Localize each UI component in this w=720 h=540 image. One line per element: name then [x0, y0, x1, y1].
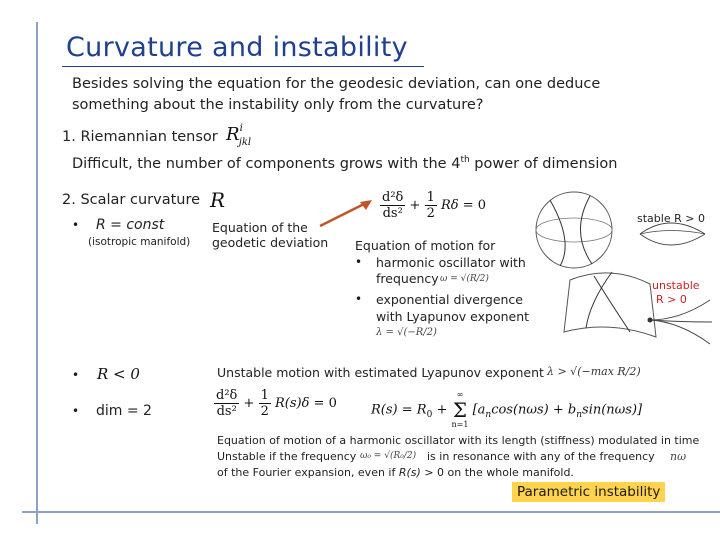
parametric-instability-badge: Parametric instability — [512, 482, 665, 502]
arrow-icon — [316, 196, 376, 230]
bullet-dot: • — [355, 255, 363, 269]
geodesic-equation: $\frac{\text{d²δ}}{\text{ds²}}$ + $\frac{1}{2}$ Rδ = 0 — [382, 190, 487, 221]
negative-curvature-text: Unstable motion with estimated Lyapunov exponent — [217, 365, 544, 380]
frame-horizontal-line — [22, 511, 720, 513]
fourier-expansion: $R(s) = R_0$ + ∞ Σ n=1 $[a_n\cos(n\omega s) + b_n\sin(n\omega s)]$ — [371, 390, 643, 429]
page-title: Curvature and instability — [66, 32, 408, 63]
r-const-label: R = const — [96, 217, 165, 233]
bullet-dot: • — [355, 292, 363, 306]
dim2-equation: $\frac{\text{d²δ}}{\text{ds²}}$ + $\frac{1}{2}$ R(s)δ = 0 — [216, 388, 337, 419]
omega-formula: ω = √(R/2) — [440, 274, 489, 284]
lyapunov-bound-formula: λ > √(−max R/2) — [547, 365, 641, 378]
negative-curvature-condition: R < 0 — [97, 365, 140, 383]
isotropic-label: (isotropic manifold) — [88, 236, 191, 248]
dim2-condition: dim = 2 — [96, 403, 152, 419]
unstable-label-line1: unstable — [652, 279, 700, 292]
item2-label: 2. Scalar curvature — [62, 192, 201, 208]
scalar-curvature-symbol: R — [210, 188, 226, 212]
motion-bullet1-line1: harmonic oscillator with — [376, 255, 526, 270]
geodesic-label-line2: geodetic deviation — [212, 235, 329, 250]
omega0-formula: ω₀ = √(R₀/2) — [360, 451, 417, 461]
stable-label: stable R > 0 — [637, 212, 705, 225]
motion-bullet2-line1: exponential divergence — [376, 292, 523, 307]
riemann-tensor-symbol: $R^i_{jkl}$ — [226, 123, 252, 148]
item1-description: Difficult, the number of components grows with the 4th power of dimension — [72, 155, 618, 172]
motion-bullet1-line2: frequency — [376, 271, 439, 286]
title-underline — [62, 66, 424, 67]
dim2-line3: of the Fourier expansion, even if R(s) > 0 on the whole manifold. — [217, 466, 574, 479]
intro-line-1: Besides solving the equation for the geodesic deviation, can one deduce — [72, 76, 601, 92]
motion-bullet2-line2: with Lyapunov exponent — [376, 309, 530, 324]
dim2-line2b: is in resonance with any of the frequency — [427, 450, 655, 463]
n-omega-formula: nω — [670, 450, 687, 463]
dim2-line2a: Unstable if the frequency — [217, 450, 357, 463]
bullet-dot: • — [72, 218, 80, 232]
dim2-line1: Equation of motion of a harmonic oscillator with its length (stiffness) modulated in time — [217, 434, 700, 447]
bullet-dot: • — [72, 404, 80, 418]
unstable-label-line2: R > 0 — [656, 293, 687, 306]
geodesic-label-line1: Equation of the — [212, 220, 308, 235]
item1-label: 1. Riemannian tensor — [62, 129, 218, 145]
manifold-illustration — [530, 172, 720, 352]
frame-vertical-line — [36, 22, 38, 524]
lambda-formula: λ = √(−R/2) — [376, 327, 437, 338]
intro-line-2: something about the instability only from the curvature? — [72, 97, 484, 113]
motion-line1: Equation of motion for — [355, 238, 496, 253]
bullet-dot: • — [72, 368, 80, 382]
